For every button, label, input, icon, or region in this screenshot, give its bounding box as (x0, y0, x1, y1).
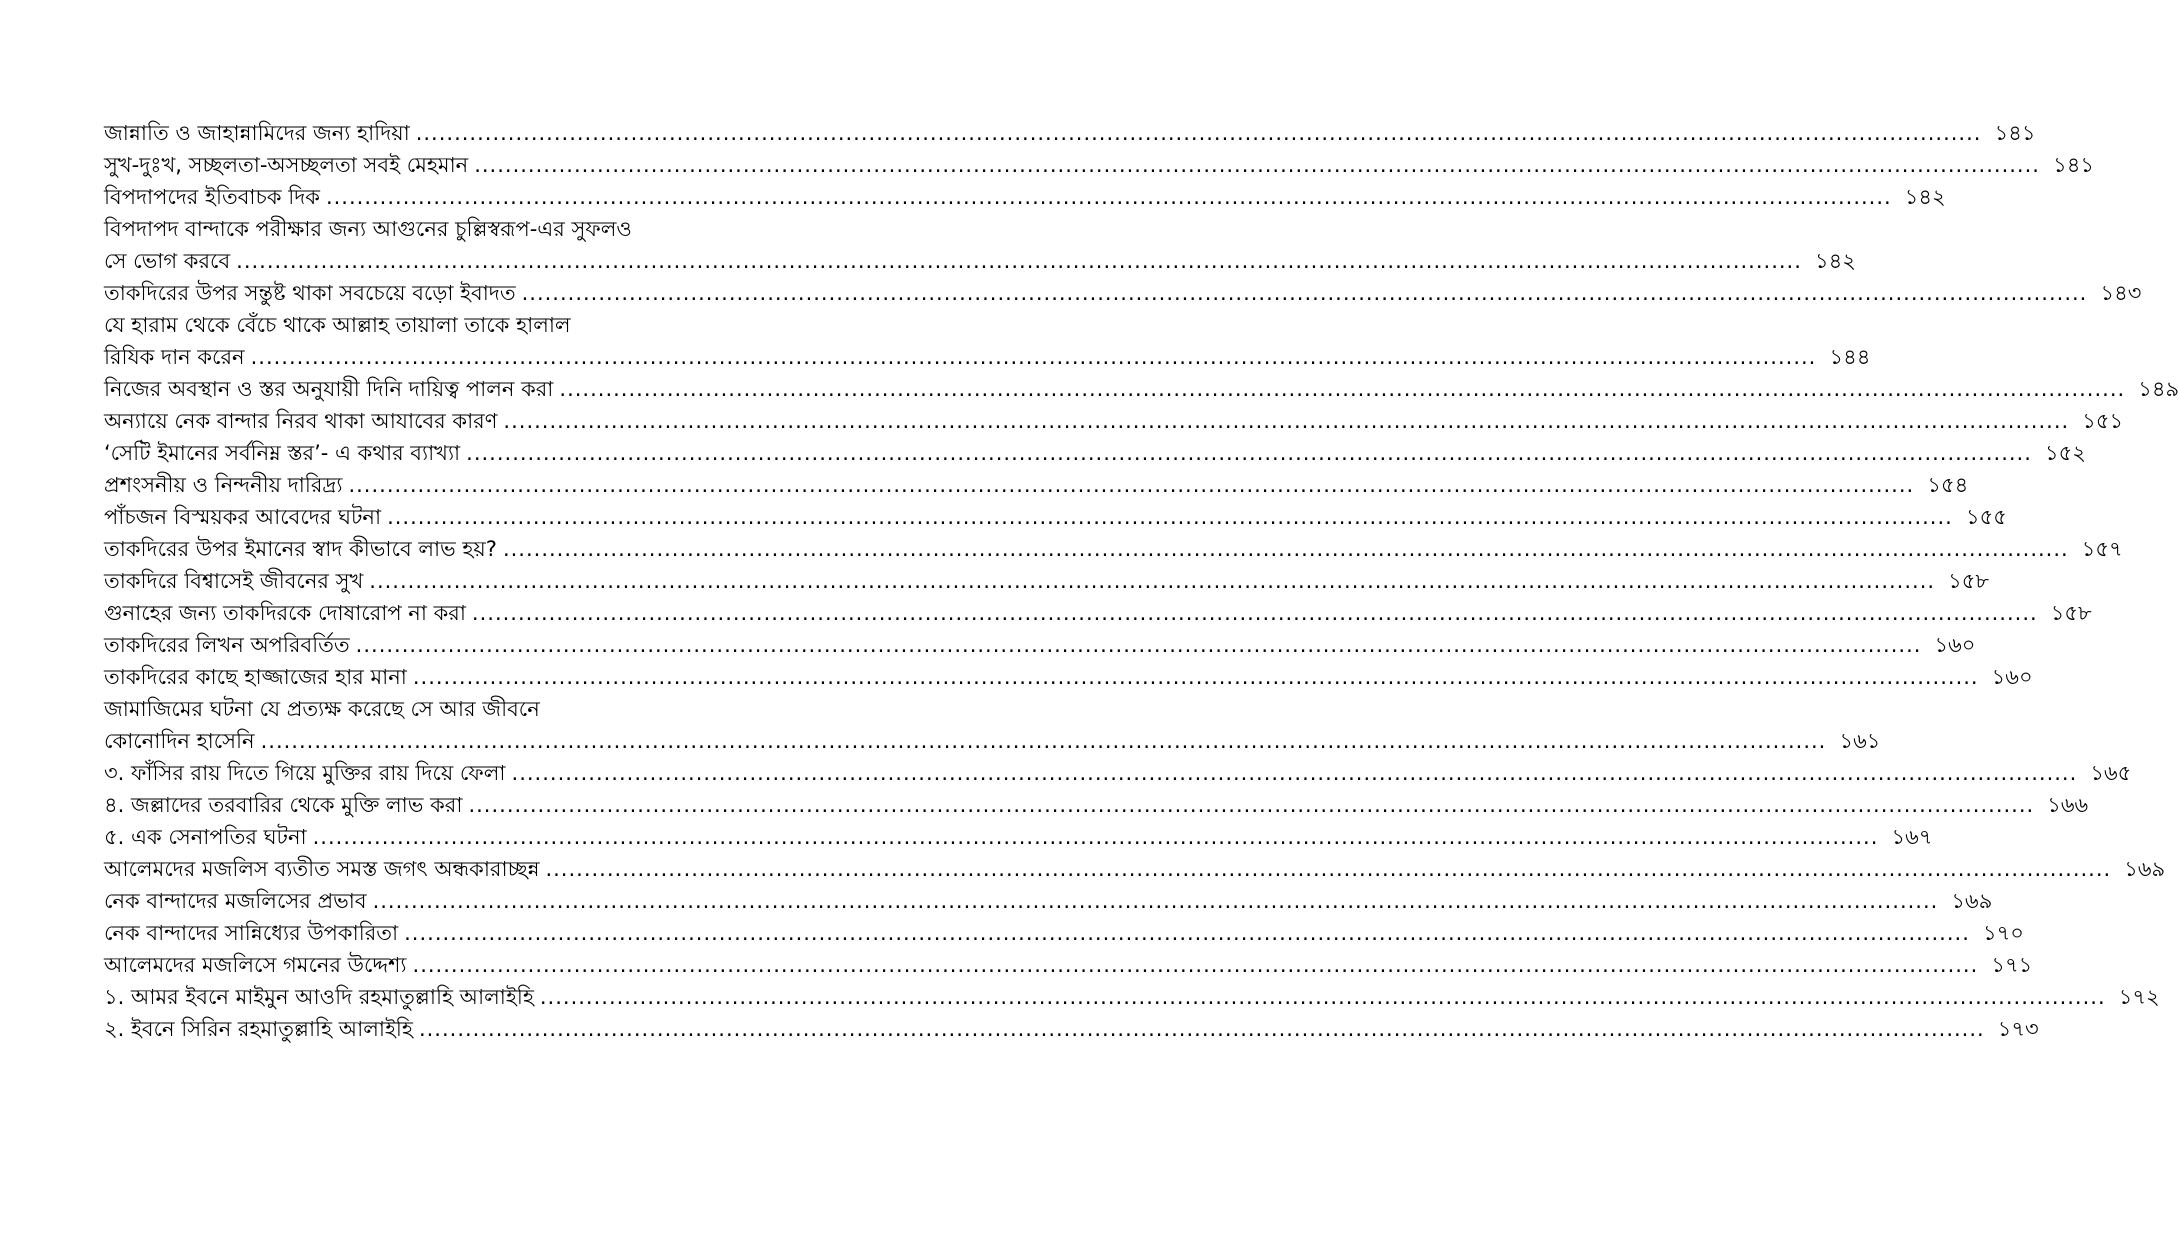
toc-entry-title: ৩. ফাঁসির রায় দিতে গিয়ে মুক্তির রায় দিয়ে ফেলা (104, 761, 506, 785)
toc-entry-row (104, 885, 1993, 917)
toc-entry-title: নেক বান্দাদের সান্নিধ্যের উপকারিতা (104, 921, 399, 945)
dot-leader (503, 533, 2069, 565)
dot-leader (413, 661, 1979, 693)
toc-page-number: ১৫২ (2044, 441, 2086, 465)
toc-entry-title-line: জামাজিমের ঘটনা যে প্রত্যক্ষ করেছে সে আর জীবনে (104, 697, 540, 721)
toc-page-number: ১৫১ (2082, 409, 2124, 433)
toc-entry-title: তাকদিরে বিশ্বাসেই জীবনের সুখ (104, 569, 364, 593)
toc-entry-row (104, 981, 2160, 1013)
dot-leader (559, 373, 2125, 405)
toc-entry (104, 533, 2123, 565)
toc-entry-row (104, 341, 1871, 373)
dot-leader (261, 725, 1827, 757)
toc-entry (104, 501, 2007, 533)
toc-page-number: ১৭১ (1991, 953, 2033, 977)
toc-entry-title: ৫. এক সেনাপতির ঘটনা (104, 825, 307, 849)
toc-entry (104, 597, 2092, 629)
toc-page-number: ১৪৪ (1829, 345, 1871, 369)
toc-entry-title: সুখ-দুঃখ, সচ্ছলতা-অসচ্ছলতা সবই মেহমান (104, 153, 469, 177)
toc-page-number: ১৪৩ (2100, 281, 2142, 305)
toc-entry (104, 757, 2132, 789)
toc-entry-row (104, 821, 1933, 853)
toc-page-number: ১৭৩ (1997, 1017, 2039, 1041)
toc-entry (104, 1013, 2039, 1045)
toc-page-number: ১৬০ (1991, 665, 2033, 689)
toc-entry (104, 949, 2033, 981)
toc-entry-title: ৪. জল্লাদের তরবারির থেকে মুক্তি লাভ করা (104, 793, 463, 817)
toc-entry (104, 693, 1881, 757)
toc-page-number: ১৬৯ (2124, 857, 2166, 881)
toc-entry-row (104, 853, 2166, 885)
toc-entry-title: বিপদাপদের ইতিবাচক দিক (104, 185, 320, 209)
toc-entry-row (104, 437, 2086, 469)
toc-entry-title: তাকদিরের কাছে হাজ্জাজের হার মানা (104, 665, 407, 689)
toc-page-number: ১৪৯ (2138, 377, 2179, 401)
toc-page-number: ১৫৫ (1965, 505, 2007, 529)
toc-entry-title: রিযিক দান করেন (104, 345, 245, 369)
dot-leader (356, 629, 1922, 661)
toc-entry (104, 853, 2166, 885)
toc-entry-row (104, 757, 2132, 789)
toc-entry (104, 437, 2086, 469)
dot-leader (373, 885, 1939, 917)
toc-entry-title: তাকদিরের উপর সন্তুষ্ট থাকা সবচেয়ে বড়ো ইবাদত (104, 281, 516, 305)
dot-leader (251, 341, 1817, 373)
toc-entry-row (104, 501, 2007, 533)
toc-page-number: ১৪১ (2053, 153, 2094, 177)
toc-entry-row (104, 533, 2123, 565)
toc-entry-row (104, 405, 2124, 437)
toc-entry-row (104, 469, 1969, 501)
dot-leader (413, 949, 1979, 981)
toc-entry-title: সে ভোগ করবে (104, 249, 231, 273)
dot-leader (472, 597, 2038, 629)
toc-entry (104, 885, 1993, 917)
toc-entry-title: তাকদিরের উপর ইমানের স্বাদ কীভাবে লাভ হয়? (104, 537, 497, 561)
dot-leader (466, 437, 2032, 469)
toc-entry-row (104, 949, 2033, 981)
toc-entry-row (104, 725, 1881, 757)
toc-entry (104, 181, 1946, 213)
toc-entry-title: প্রশংসনীয় ও নিন্দনীয় দারিদ্র্য (104, 473, 343, 497)
toc-page-number: ১৫৮ (2050, 601, 2092, 625)
toc-entry (104, 149, 2094, 181)
toc-page-number: ১৫৪ (1927, 473, 1969, 497)
toc-entry (104, 789, 2089, 821)
toc-entry-row (104, 629, 1976, 661)
toc-entry-title: নেক বান্দাদের মজলিসের প্রভাব (104, 889, 367, 913)
dot-leader (348, 469, 1914, 501)
table-of-contents (104, 117, 2179, 1045)
toc-entry-row (104, 149, 2094, 181)
dot-leader (512, 757, 2078, 789)
toc-entry (104, 469, 1969, 501)
toc-entry (104, 309, 1871, 373)
dot-leader (419, 1013, 1985, 1045)
toc-page-number: ১৬০ (1934, 633, 1976, 657)
toc-entry (104, 373, 2179, 405)
toc-entry-title-line: যে হারাম থেকে বেঁচে থাকে আল্লাহ তায়ালা তাকে হালাল (104, 313, 571, 337)
toc-entry-row (104, 277, 2142, 309)
toc-page-number: ১৭২ (2118, 985, 2160, 1009)
toc-page-number: ১৬৭ (1891, 825, 1933, 849)
dot-leader (387, 501, 1953, 533)
toc-page-number: ১৫৭ (2081, 537, 2123, 561)
toc-entry (104, 981, 2160, 1013)
toc-page-number: ১৪২ (1904, 185, 1946, 209)
toc-page-number: ১৬৬ (2047, 793, 2089, 817)
toc-entry-row (104, 181, 1946, 213)
toc-entry (104, 629, 1976, 661)
dot-leader (313, 821, 1879, 853)
dot-leader (369, 565, 1935, 597)
toc-entry-title: আলেমদের মজলিস ব্যতীত সমস্ত জগৎ অন্ধকারাচ্ছন্ন (104, 857, 540, 881)
toc-entry-row (104, 917, 2024, 949)
toc-entry-title: তাকদিরের লিখন অপরিবর্তিত (104, 633, 350, 657)
toc-page-number: ১৭০ (1982, 921, 2024, 945)
toc-entry-title: ১. আমর ইবনে মাইমুন আওদি রহমাতুল্লাহি আলাইহি (104, 985, 534, 1009)
toc-page-number: ১৪১ (1994, 121, 2036, 145)
toc-entry (104, 917, 2024, 949)
toc-entry-title: অন্যায়ে নেক বান্দার নিরব থাকা আযাবের কারণ (104, 409, 498, 433)
dot-leader (236, 245, 1802, 277)
toc-entry-title: আলেমদের মজলিসে গমনের উদ্দেশ্য (104, 953, 407, 977)
dot-leader (522, 277, 2088, 309)
toc-entry (104, 213, 1856, 277)
dot-leader (540, 981, 2106, 1013)
toc-entry-row (104, 245, 1856, 277)
dot-leader (474, 149, 2040, 181)
toc-entry-row (104, 661, 2033, 693)
toc-page-number: ১৪২ (1814, 249, 1856, 273)
dot-leader (404, 917, 1970, 949)
dot-leader (326, 181, 1892, 213)
toc-entry-row (104, 597, 2092, 629)
toc-entry-row (104, 117, 2036, 149)
dot-leader (545, 853, 2111, 885)
toc-entry-title: নিজের অবস্থান ও স্তর অনুযায়ী দিনি দায়িত্ব পালন করা (104, 377, 554, 401)
toc-page-number: ১৬৯ (1951, 889, 1993, 913)
toc-entry-row (104, 789, 2089, 821)
toc-entry-title: জান্নাতি ও জাহান্নামিদের জন্য হাদিয়া (104, 121, 410, 145)
toc-entry-row (104, 565, 1990, 597)
toc-entry (104, 821, 1933, 853)
toc-entry (104, 565, 1990, 597)
toc-entry-title: গুনাহের জন্য তাকদিরকে দোষারোপ না করা (104, 601, 466, 625)
toc-entry-title: ২. ইবনে সিরিন রহমাতুল্লাহি আলাইহি (104, 1017, 413, 1041)
toc-entry-row (104, 1013, 2039, 1045)
toc-page-number: ১৬৫ (2090, 761, 2132, 785)
toc-entry-title-line: বিপদাপদ বান্দাকে পরীক্ষার জন্য আগুনের চুল্লিস্বরূপ-এর সুফলও (104, 217, 632, 241)
toc-entry-title: ‘সেটি ইমানের সর্বনিম্ন স্তর’- এ কথার ব্যাখ্যা (104, 441, 461, 465)
toc-page-number: ১৬১ (1839, 729, 1881, 753)
toc-page-number: ১৫৮ (1948, 569, 1990, 593)
toc-entry (104, 405, 2124, 437)
dot-leader (503, 405, 2069, 437)
toc-entry-row (104, 373, 2179, 405)
dot-leader (468, 789, 2034, 821)
toc-entry-title: কোনোদিন হাসেনি (104, 729, 255, 753)
toc-entry-title: পাঁচজন বিস্ময়কর আবেদের ঘটনা (104, 505, 382, 529)
toc-entry (104, 277, 2142, 309)
dot-leader (416, 117, 1982, 149)
toc-entry (104, 661, 2033, 693)
toc-entry (104, 117, 2036, 149)
